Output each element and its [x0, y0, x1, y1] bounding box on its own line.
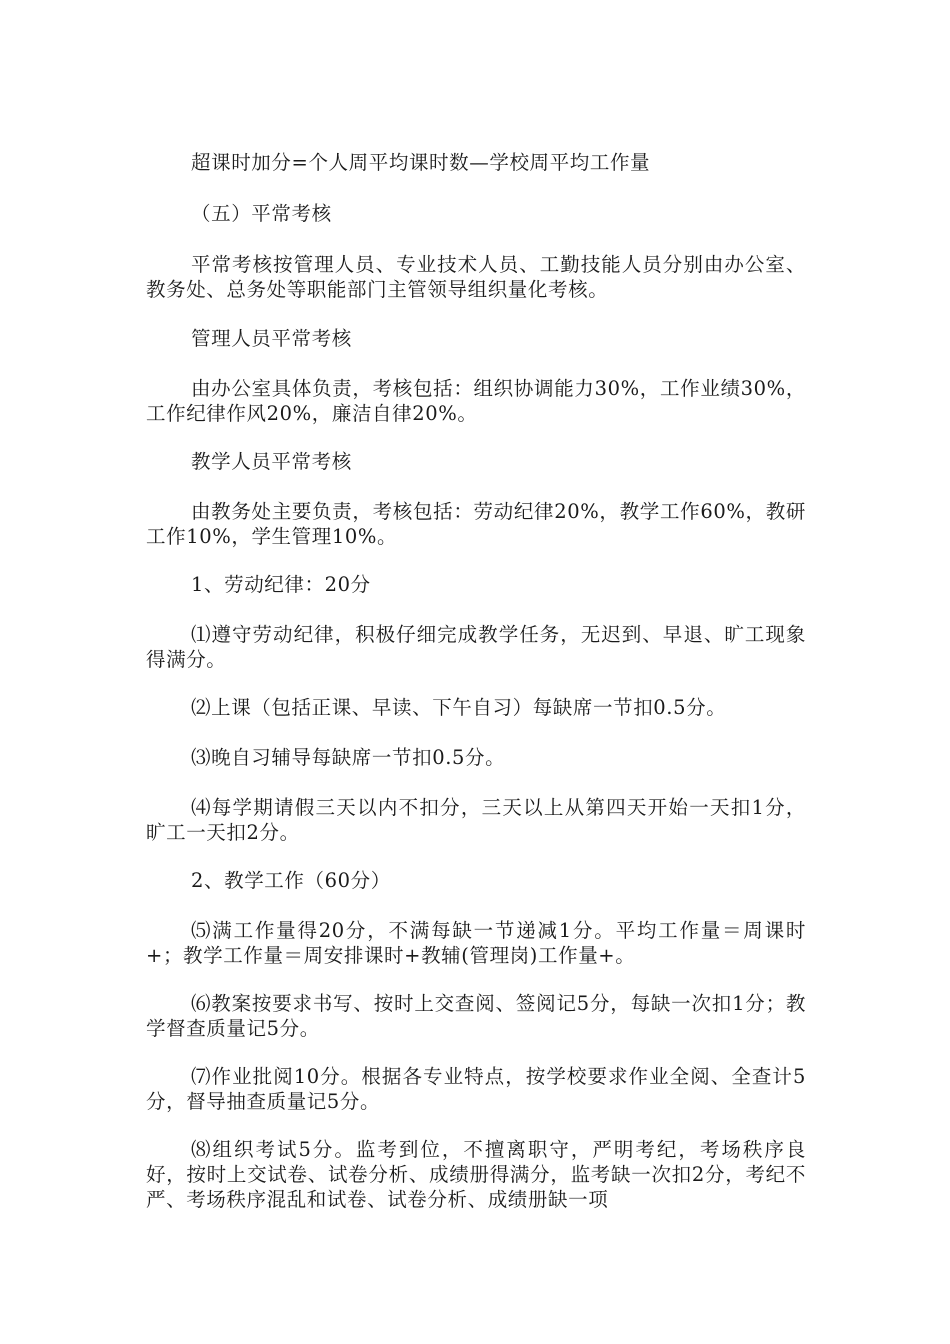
paragraph-assessment-intro: 平常考核按管理人员、专业技术人员、工勤技能人员分别由办公室、教务处、总务处等职能部门主管领导组织量化考核。 — [146, 253, 806, 301]
item-3: ⑶晚自习辅导每缺席一节扣0.5分。 — [191, 746, 506, 769]
item-labor-discipline: 1、劳动纪律：20分 — [191, 573, 371, 596]
item-5: ⑸满工作量得20分，不满每缺一节递减1分。平均工作量＝周课时+；教学工作量＝周安排课时+教辅(管理岗)工作量+。 — [146, 919, 806, 967]
item-teaching-work: 2、教学工作（60分） — [191, 869, 391, 892]
item-6: ⑹教案按要求书写、按时上交查阅、签阅记5分，每缺一次扣1分；教学督查质量记5分。 — [146, 992, 806, 1040]
item-7: ⑺作业批阅10分。根据各专业特点，按学校要求作业全阅、全查计5分，督导抽查质量记5分。 — [146, 1065, 806, 1113]
subheading-management-staff: 管理人员平常考核 — [191, 327, 352, 350]
section-heading-regular-assessment: （五）平常考核 — [191, 202, 332, 225]
subheading-teaching-staff: 教学人员平常考核 — [191, 450, 352, 473]
paragraph-formula: 超课时加分=个人周平均课时数—学校周平均工作量 — [191, 151, 651, 174]
item-1: ⑴遵守劳动纪律，积极仔细完成教学任务，无迟到、早退、旷工现象得满分。 — [146, 623, 806, 671]
item-4: ⑷每学期请假三天以内不扣分，三天以上从第四天开始一天扣1分，旷工一天扣2分。 — [146, 796, 806, 844]
item-8: ⑻组织考试5分。监考到位，不擅离职守，严明考纪，考场秩序良好，按时上交试卷、试卷分析、成绩册得满分，监考缺一次扣2分，考纪不严、考场秩序混乱和试卷、试卷分析、成绩册缺一项 — [146, 1138, 806, 1211]
paragraph-management-criteria: 由办公室具体负责，考核包括：组织协调能力30%，工作业绩30%，工作纪律作风20%，廉洁自律20%。 — [146, 377, 806, 425]
paragraph-teaching-criteria: 由教务处主要负责，考核包括：劳动纪律20%，教学工作60%，教研工作10%，学生管理10%。 — [146, 500, 806, 548]
item-2: ⑵上课（包括正课、早读、下午自习）每缺席一节扣0.5分。 — [191, 696, 727, 719]
